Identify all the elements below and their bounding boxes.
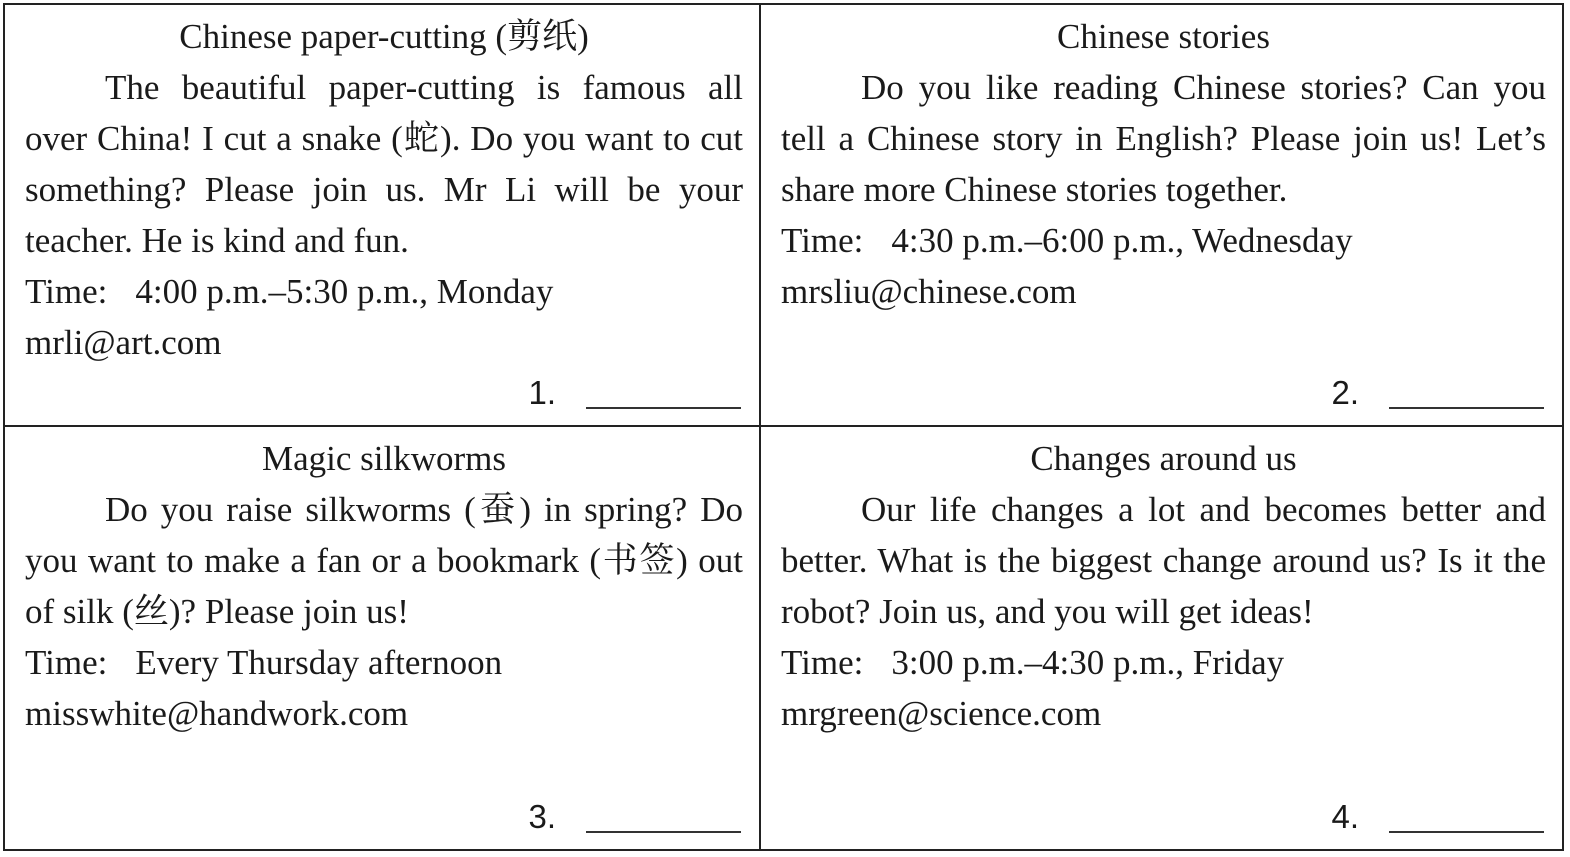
card-time <box>25 266 743 317</box>
time-value: Every Thursday afternoon <box>135 643 503 682</box>
card-title: Chinese stories <box>1057 17 1270 56</box>
time-label: Time: <box>25 272 108 311</box>
card-email: mrli@art.com <box>25 323 222 362</box>
answer-blank[interactable] <box>1389 831 1544 833</box>
card-title: Changes around us <box>1030 439 1297 478</box>
time-value: 3:00 p.m.–4:30 p.m., Friday <box>891 643 1285 682</box>
question-number: 3. <box>528 798 556 835</box>
club-cards-grid <box>3 3 1564 851</box>
card-paper-cutting <box>5 5 761 427</box>
card-body: Do you raise silkworms (蚕) in spring? Do you want to make a fan or a bookmark (书签) out of silk (丝)? Please join us! <box>25 490 743 631</box>
card-magic-silkworms <box>5 427 761 849</box>
card-email: misswhite@handwork.com <box>25 694 409 733</box>
answer-slot <box>1331 373 1544 413</box>
card-email: mrgreen@science.com <box>781 694 1102 733</box>
card-body: Do you like reading Chinese stories? Can you tell a Chinese story in English? Please join us! Let’s share more Chinese stories together. <box>781 68 1546 209</box>
question-number: 2. <box>1331 374 1359 411</box>
answer-slot <box>528 797 741 837</box>
card-title: Chinese paper-cutting (剪纸) <box>179 17 589 56</box>
time-value: 4:00 p.m.–5:30 p.m., Monday <box>135 272 554 311</box>
card-email: mrsliu@chinese.com <box>781 272 1077 311</box>
time-label: Time: <box>781 643 864 682</box>
answer-blank[interactable] <box>586 407 741 409</box>
answer-blank[interactable] <box>1389 407 1544 409</box>
card-chinese-stories <box>761 5 1562 427</box>
answer-slot <box>1331 797 1544 837</box>
question-number: 4. <box>1331 798 1359 835</box>
question-number: 1. <box>528 374 556 411</box>
card-title: Magic silkworms <box>261 439 506 478</box>
time-label: Time: <box>25 643 108 682</box>
card-time <box>781 637 1546 688</box>
answer-blank[interactable] <box>586 831 741 833</box>
card-time <box>781 215 1546 266</box>
card-time <box>25 637 743 688</box>
card-body: Our life changes a lot and becomes better and better. What is the biggest change around us? Is it the robot? Join us, and you will get ideas! <box>781 490 1546 631</box>
time-value: 4:30 p.m.–6:00 p.m., Wednesday <box>891 221 1353 260</box>
card-changes-around-us <box>761 427 1562 849</box>
card-body: The beautiful paper-cutting is famous all over China! I cut a snake (蛇). Do you want to cut something? Please join us. Mr Li will be your teacher. He is kind and fun. <box>25 68 743 260</box>
answer-slot <box>528 373 741 413</box>
time-label: Time: <box>781 221 864 260</box>
